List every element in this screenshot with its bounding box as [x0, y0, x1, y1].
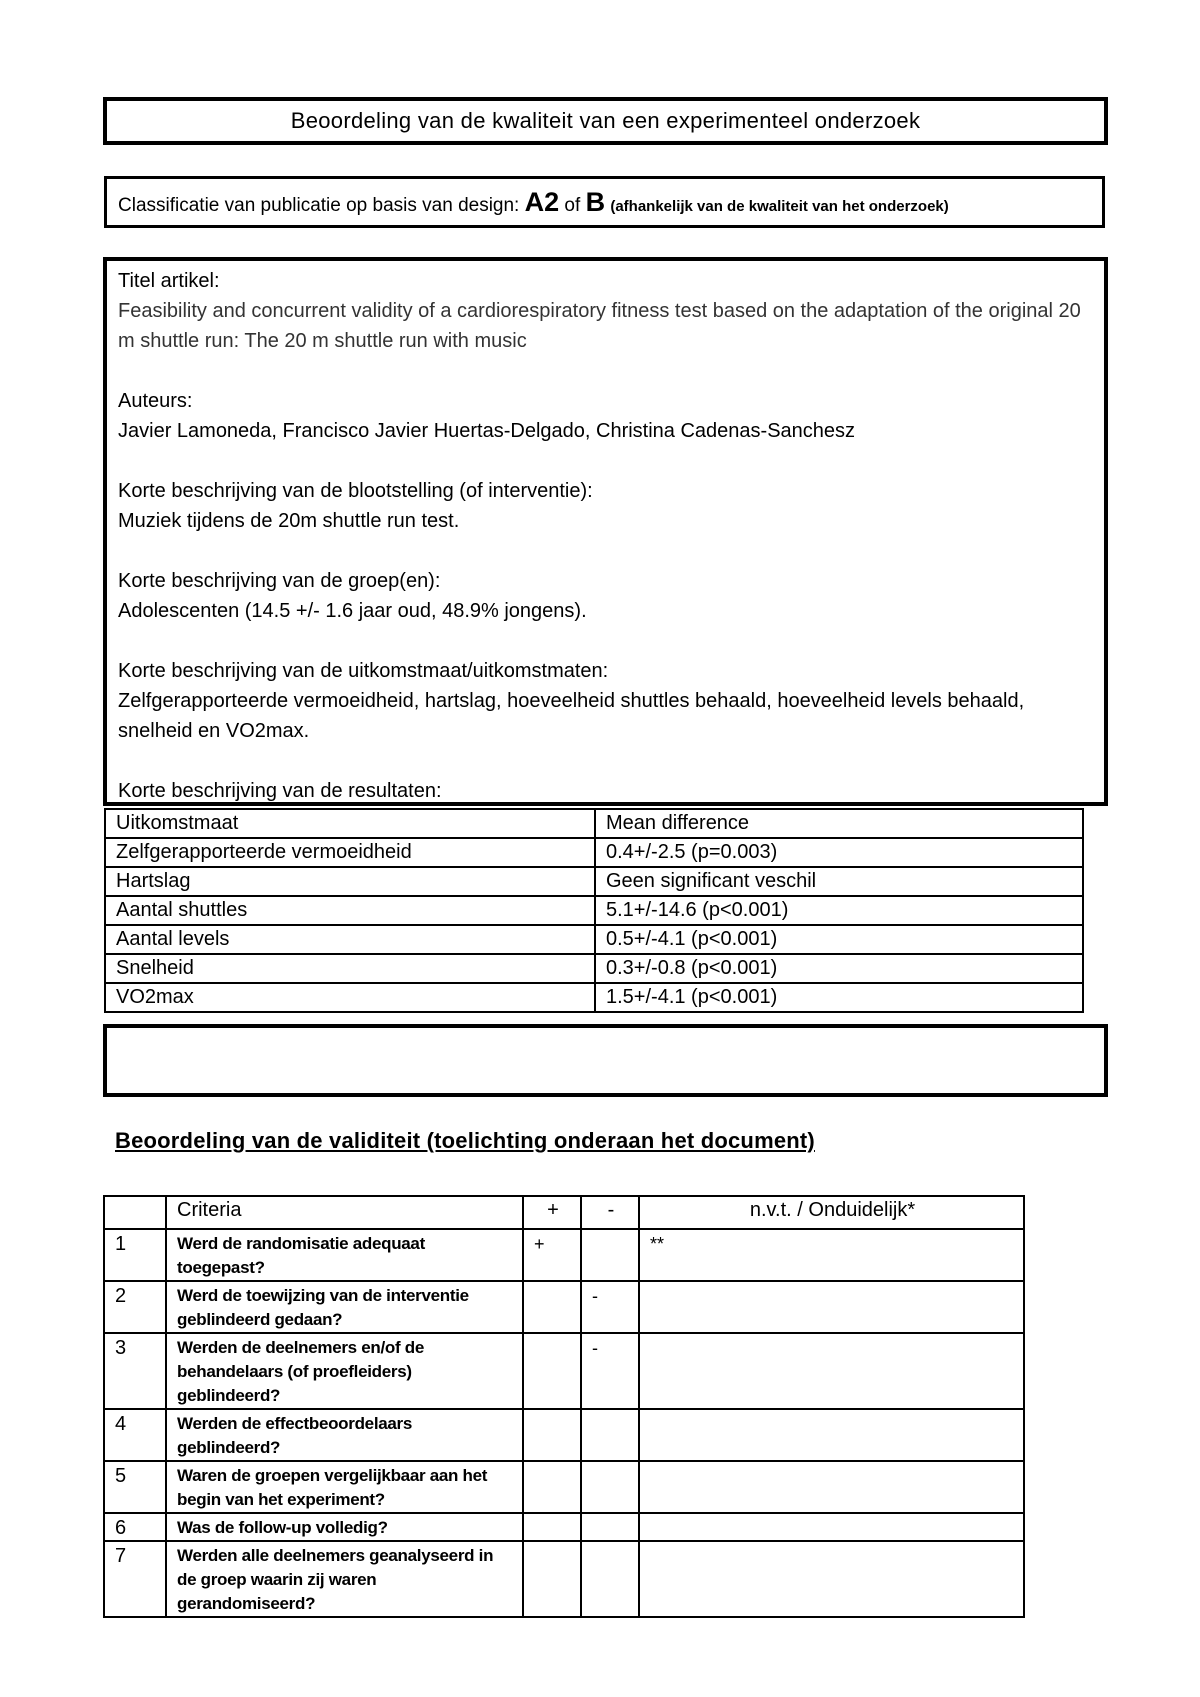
group-label: Korte beschrijving van de groep(en):	[118, 570, 441, 592]
criteria-plus	[523, 1461, 581, 1513]
criteria-header-minus: -	[581, 1196, 639, 1229]
results-header-difference: Mean difference	[595, 809, 1083, 838]
criteria-nvt	[639, 1541, 1024, 1617]
criteria-nvt	[639, 1409, 1024, 1461]
table-row	[104, 1409, 1024, 1461]
document-title	[103, 97, 1108, 145]
table-row	[105, 954, 1083, 983]
criteria-minus	[581, 1541, 639, 1617]
criteria-number: 7	[104, 1541, 166, 1617]
criteria-minus	[581, 1409, 639, 1461]
criteria-number: 1	[104, 1229, 166, 1281]
results-difference: 1.5+/-4.1 (p<0.001)	[595, 983, 1083, 1012]
results-header-row	[105, 809, 1083, 838]
table-row	[105, 925, 1083, 954]
criteria-text: Werden de effectbeoordelaars geblindeerd?	[166, 1409, 523, 1461]
results-difference: 0.4+/-2.5 (p=0.003)	[595, 838, 1083, 867]
table-row	[105, 983, 1083, 1012]
criteria-text: Werden de deelnemers en/of de behandelaars (of proefleiders) geblindeerd?	[166, 1333, 523, 1409]
exposure-label: Korte beschrijving van de blootstelling (of interventie):	[118, 480, 593, 502]
classification-option-a2: A2	[524, 187, 560, 217]
results-outcome: Zelfgerapporteerde vermoeidheid	[105, 838, 595, 867]
results-outcome: Aantal shuttles	[105, 896, 595, 925]
table-row	[104, 1461, 1024, 1513]
article-title-label: Titel artikel:	[118, 270, 220, 292]
results-difference: Geen significant veschil	[595, 867, 1083, 896]
criteria-number: 4	[104, 1409, 166, 1461]
table-row	[104, 1541, 1024, 1617]
outcome-label: Korte beschrijving van de uitkomstmaat/uitkomstmaten:	[118, 660, 609, 682]
article-title-value: Feasibility and concurrent validity of a cardiorespiratory fitness test based on the adaptation of the original 20 m shuttle run: The 20 m shuttle run with music	[118, 300, 1081, 352]
criteria-minus	[581, 1513, 639, 1541]
table-row	[104, 1513, 1024, 1541]
criteria-nvt	[639, 1461, 1024, 1513]
article-info-box	[103, 257, 1108, 806]
classification-note: (afhankelijk van de kwaliteit van het onderzoek)	[610, 198, 949, 215]
criteria-header-number	[104, 1196, 166, 1229]
criteria-plus	[523, 1513, 581, 1541]
group-value: Adolescenten (14.5 +/- 1.6 jaar oud, 48.9% jongens).	[118, 600, 587, 622]
outcome-value: Zelfgerapporteerde vermoeidheid, hartslag, hoeveelheid shuttles behaald, hoeveelheid levels behaald, snelheid en VO2max.	[118, 690, 1025, 742]
criteria-header-plus: +	[523, 1196, 581, 1229]
results-difference: 0.3+/-0.8 (p<0.001)	[595, 954, 1083, 983]
table-row	[105, 896, 1083, 925]
criteria-number: 2	[104, 1281, 166, 1333]
results-outcome: VO2max	[105, 983, 595, 1012]
criteria-nvt	[639, 1513, 1024, 1541]
authors-label: Auteurs:	[118, 390, 193, 412]
validity-heading: Beoordeling van de validiteit (toelichting onderaan het document)	[115, 1128, 815, 1153]
criteria-text: Werd de randomisatie adequaat toegepast?	[166, 1229, 523, 1281]
classification-option-b: B	[585, 187, 606, 217]
criteria-minus: -	[581, 1333, 639, 1409]
criteria-nvt	[639, 1281, 1024, 1333]
criteria-header-criteria: Criteria	[166, 1196, 523, 1229]
results-outcome: Hartslag	[105, 867, 595, 896]
results-outcome: Aantal levels	[105, 925, 595, 954]
criteria-minus	[581, 1229, 639, 1281]
criteria-text: Werden alle deelnemers geanalyseerd in de groep waarin zij waren gerandomiseerd?	[166, 1541, 523, 1617]
criteria-plus	[523, 1409, 581, 1461]
criteria-minus: -	[581, 1281, 639, 1333]
classification-box	[104, 176, 1105, 228]
criteria-header-row	[104, 1196, 1024, 1229]
criteria-plus: +	[523, 1229, 581, 1281]
authors-value: Javier Lamoneda, Francisco Javier Huertas-Delgado, Christina Cadenas-Sanchesz	[118, 420, 856, 442]
results-difference: 0.5+/-4.1 (p<0.001)	[595, 925, 1083, 954]
criteria-number: 6	[104, 1513, 166, 1541]
criteria-nvt: **	[639, 1229, 1024, 1281]
criteria-nvt	[639, 1333, 1024, 1409]
criteria-text: Werd de toewijzing van de interventie geblindeerd gedaan?	[166, 1281, 523, 1333]
criteria-text: Waren de groepen vergelijkbaar aan het begin van het experiment?	[166, 1461, 523, 1513]
table-row	[104, 1229, 1024, 1281]
criteria-text: Was de follow-up volledig?	[166, 1513, 523, 1541]
criteria-minus	[581, 1461, 639, 1513]
classification-of: of	[564, 195, 581, 216]
table-row	[104, 1333, 1024, 1409]
results-outcome: Snelheid	[105, 954, 595, 983]
exposure-value: Muziek tijdens de 20m shuttle run test.	[118, 510, 460, 532]
criteria-header-nvt: n.v.t. / Onduidelijk*	[639, 1196, 1024, 1229]
criteria-plus	[523, 1281, 581, 1333]
results-table	[104, 808, 1084, 1013]
results-label: Korte beschrijving van de resultaten:	[118, 780, 442, 802]
table-row	[104, 1281, 1024, 1333]
criteria-plus	[523, 1541, 581, 1617]
criteria-plus	[523, 1333, 581, 1409]
criteria-number: 3	[104, 1333, 166, 1409]
classification-prefix: Classificatie van publicatie op basis van design:	[118, 195, 520, 216]
criteria-number: 5	[104, 1461, 166, 1513]
table-row	[105, 867, 1083, 896]
results-header-outcome: Uitkomstmaat	[105, 809, 595, 838]
criteria-table	[103, 1195, 1025, 1618]
table-row	[105, 838, 1083, 867]
empty-box	[103, 1024, 1108, 1097]
document-title-text: Beoordeling van de kwaliteit van een experimenteel onderzoek	[290, 108, 921, 133]
results-difference: 5.1+/-14.6 (p<0.001)	[595, 896, 1083, 925]
